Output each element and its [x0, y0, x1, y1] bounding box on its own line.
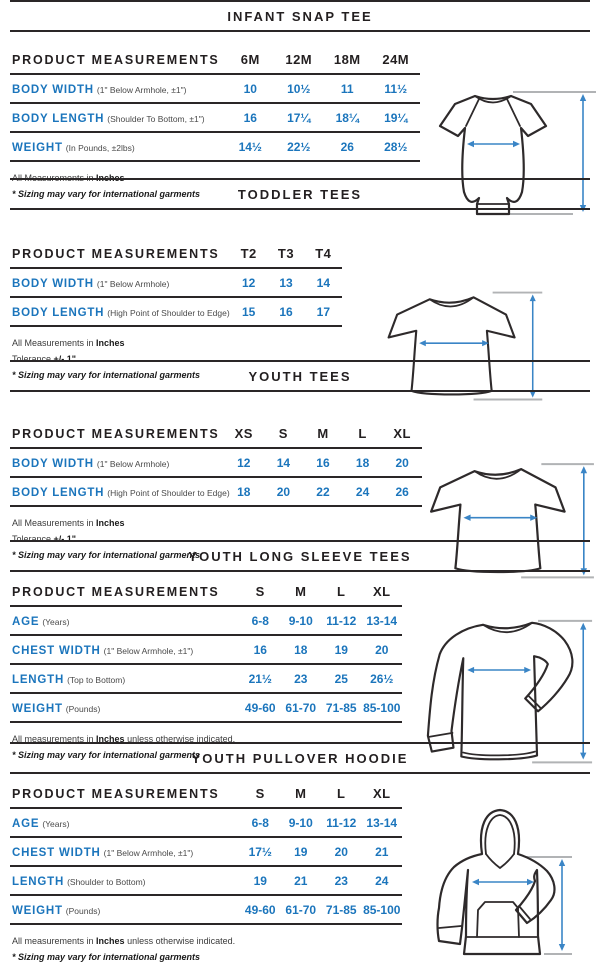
- measurement-row: [10, 297, 342, 326]
- size-column-header: XS: [224, 426, 264, 448]
- measurement-value: 21: [281, 866, 322, 895]
- measurement-label: CHEST WIDTH: [12, 847, 101, 859]
- measurement-label: WEIGHT: [12, 142, 63, 154]
- measurement-value: 20: [321, 837, 362, 866]
- measurement-label-cell: [10, 297, 230, 326]
- measurement-value: 6-8: [240, 808, 281, 837]
- measurement-label: BODY LENGTH: [12, 487, 105, 499]
- section-title-band: [10, 0, 590, 32]
- measurement-label-cell: [10, 268, 230, 297]
- measurement-note: (In Pounds, ±2lbs): [65, 143, 135, 153]
- measurement-value: 71-85: [321, 895, 362, 924]
- footnote-text: unless otherwise indicated.: [124, 936, 236, 946]
- measurement-row: [10, 448, 422, 477]
- table-header-label: PRODUCT MEASUREMENTS: [10, 584, 240, 606]
- measurement-value: 26: [323, 132, 372, 161]
- table-header-row: [10, 786, 402, 808]
- measurement-label-cell: [10, 664, 240, 693]
- measurement-value: 21: [362, 837, 403, 866]
- size-column-header: L: [321, 584, 362, 606]
- measurement-note: (1" Below Armhole, ±1"): [96, 85, 187, 95]
- measurement-value: 11-12: [321, 808, 362, 837]
- section-title-band: [10, 360, 590, 392]
- measurement-value: 11: [323, 74, 372, 103]
- measurement-label: AGE: [12, 616, 40, 628]
- measurement-value: 21½: [240, 664, 281, 693]
- measurement-value: 10: [226, 74, 275, 103]
- measurement-label: BODY LENGTH: [12, 307, 105, 319]
- measurements-table: [10, 52, 420, 162]
- measurement-label: BODY WIDTH: [12, 278, 94, 290]
- table-header-label: PRODUCT MEASUREMENTS: [10, 52, 226, 74]
- section-title: YOUTH LONG SLEEVE TEES: [188, 549, 412, 564]
- measurement-value: 14½: [226, 132, 275, 161]
- measurements-table: [10, 786, 402, 925]
- measurement-note: (Top to Bottom): [67, 675, 126, 685]
- size-column-header: 6M: [226, 52, 275, 74]
- measurement-row: [10, 477, 422, 506]
- measurement-row: [10, 103, 420, 132]
- measurement-label-cell: [10, 895, 240, 924]
- measurement-value: 49-60: [240, 693, 281, 722]
- footnote-text: * Sizing may vary for international garments: [12, 549, 201, 560]
- measurement-value: 9-10: [281, 606, 322, 635]
- measurement-row: [10, 268, 342, 297]
- section-title: TODDLER TEES: [237, 187, 363, 202]
- measurement-value: 20: [382, 448, 422, 477]
- measurement-value: 26½: [362, 664, 403, 693]
- measurement-value: 19¼: [372, 103, 421, 132]
- size-column-header: T4: [305, 246, 342, 268]
- measurement-label-cell: [10, 74, 226, 103]
- hoodie-illustration: [424, 804, 576, 970]
- measurement-value: 85-100: [362, 693, 403, 722]
- measurement-label: BODY WIDTH: [12, 84, 94, 96]
- measurement-value: 18¼: [323, 103, 372, 132]
- footnote-text: * Sizing may vary for international garments: [12, 188, 201, 199]
- size-column-header: XL: [382, 426, 422, 448]
- measurement-value: 24: [362, 866, 403, 895]
- size-column-header: S: [264, 426, 304, 448]
- measurement-value: 22: [303, 477, 343, 506]
- size-column-header: T2: [230, 246, 267, 268]
- measurement-value: 16: [303, 448, 343, 477]
- length-arrow: [580, 623, 586, 760]
- section-title: INFANT SNAP TEE: [227, 9, 373, 24]
- footnote-text: unless otherwise indicated.: [124, 734, 236, 744]
- measurement-label-cell: [10, 866, 240, 895]
- measurement-value: 26: [382, 477, 422, 506]
- table-header-row: [10, 426, 422, 448]
- section-body: [10, 786, 590, 966]
- table-header-row: [10, 584, 402, 606]
- table-header-label: PRODUCT MEASUREMENTS: [10, 426, 224, 448]
- size-column-header: 24M: [372, 52, 421, 74]
- footnote-text: Inches: [96, 518, 125, 528]
- measurement-value: 14: [264, 448, 304, 477]
- footnote-text: All Measurements in: [12, 173, 97, 183]
- footnote-text: * Sizing may vary for international garments: [12, 951, 201, 962]
- measurement-value: 11½: [372, 74, 421, 103]
- measurement-value: 49-60: [240, 895, 281, 924]
- section-body: [10, 584, 590, 764]
- measurement-note: (Pounds): [65, 704, 101, 714]
- measurement-note: (1" Below Armhole): [96, 279, 170, 289]
- section-youth-pullover-hoodie: [10, 742, 590, 962]
- section-title: YOUTH PULLOVER HOODIE: [191, 751, 409, 766]
- measurement-value: 15: [230, 297, 267, 326]
- measurement-label-cell: [10, 693, 240, 722]
- footnote-text: All Measurements in: [12, 338, 97, 348]
- size-column-header: 18M: [323, 52, 372, 74]
- measurement-value: 17¼: [275, 103, 324, 132]
- measurement-value: 16: [226, 103, 275, 132]
- footnote-text: All measurements in: [12, 734, 97, 744]
- measurement-value: 9-10: [281, 808, 322, 837]
- measurement-value: 10½: [275, 74, 324, 103]
- measurement-value: 18: [343, 448, 383, 477]
- footnote-text: All Measurements in: [12, 518, 97, 528]
- measurement-label: LENGTH: [12, 876, 65, 888]
- measurement-note: (1" Below Armhole, ±1"): [103, 646, 194, 656]
- footnote-text: * Sizing may vary for international garments: [12, 749, 201, 760]
- measurement-value: 13-14: [362, 606, 403, 635]
- measurement-value: 18: [281, 635, 322, 664]
- measurement-value: 20: [264, 477, 304, 506]
- table-header-label: PRODUCT MEASUREMENTS: [10, 786, 240, 808]
- measurement-note: (1" Below Armhole): [96, 459, 170, 469]
- size-column-header: 12M: [275, 52, 324, 74]
- measurement-row: [10, 837, 402, 866]
- size-column-header: XL: [362, 584, 403, 606]
- section-title: YOUTH TEES: [248, 369, 352, 384]
- measurement-note: (High Point of Shoulder to Edge): [107, 488, 230, 498]
- section-title-band: [10, 540, 590, 572]
- footnote-text: Inches: [96, 734, 125, 744]
- size-column-header: S: [240, 584, 281, 606]
- measurement-row: [10, 74, 420, 103]
- measurement-value: 13: [267, 268, 304, 297]
- measurement-value: 14: [305, 268, 342, 297]
- measurements-table: [10, 426, 422, 507]
- long-sleeve-outline: [428, 623, 573, 760]
- size-column-header: L: [321, 786, 362, 808]
- measurement-row: [10, 866, 402, 895]
- footnote-text: All measurements in: [12, 936, 97, 946]
- measurement-value: 23: [281, 664, 322, 693]
- measurement-row: [10, 132, 420, 161]
- measurement-value: 12: [230, 268, 267, 297]
- measurement-note: (Pounds): [65, 906, 101, 916]
- footnote-text: +/- 1": [53, 353, 77, 364]
- footnote-text: * Sizing may vary for international garments: [12, 369, 201, 380]
- size-column-header: M: [281, 584, 322, 606]
- footnote-text: +/- 1": [53, 533, 77, 544]
- measurement-row: [10, 895, 402, 924]
- measurement-value: 16: [240, 635, 281, 664]
- measurement-label-cell: [10, 635, 240, 664]
- table-header-row: [10, 246, 342, 268]
- measurement-value: 18: [224, 477, 264, 506]
- measurement-label: WEIGHT: [12, 905, 63, 917]
- measurement-value: 71-85: [321, 693, 362, 722]
- measurement-value: 19: [240, 866, 281, 895]
- measurement-value: 13-14: [362, 808, 403, 837]
- measurements-table: [10, 246, 342, 327]
- measurement-value: 28½: [372, 132, 421, 161]
- section-title-band: [10, 178, 590, 210]
- measurement-label: LENGTH: [12, 674, 65, 686]
- size-column-header: M: [303, 426, 343, 448]
- measurement-label: BODY LENGTH: [12, 113, 105, 125]
- measurement-label-cell: [10, 606, 240, 635]
- measurement-label-cell: [10, 837, 240, 866]
- measurement-label-cell: [10, 477, 230, 506]
- measurement-value: 19: [281, 837, 322, 866]
- footnote-text: Inches: [96, 936, 125, 946]
- measurement-value: 24: [343, 477, 383, 506]
- measurement-value: 12: [224, 448, 264, 477]
- size-column-header: S: [240, 786, 281, 808]
- measurement-value: 17: [305, 297, 342, 326]
- measurement-label-cell: [10, 808, 240, 837]
- measurement-value: 17½: [240, 837, 281, 866]
- length-arrow: [559, 859, 565, 951]
- measurement-note: (1" Below Armhole, ±1"): [103, 848, 194, 858]
- measurement-note: (High Point of Shoulder to Edge): [107, 308, 230, 318]
- measurement-note: (Shoulder to Bottom): [67, 877, 146, 887]
- measurement-value: 11-12: [321, 606, 362, 635]
- hoodie-drawing: [424, 804, 576, 970]
- measurement-value: 25: [321, 664, 362, 693]
- section-title-band: [10, 742, 590, 774]
- measurement-value: 23: [321, 866, 362, 895]
- measurement-note: (Years): [42, 819, 70, 829]
- measurement-value: 61-70: [281, 895, 322, 924]
- table-header-row: [10, 52, 420, 74]
- size-column-header: XL: [362, 786, 403, 808]
- measurement-row: [10, 635, 402, 664]
- measurement-row: [10, 606, 402, 635]
- footnote-text: Inches: [96, 173, 125, 183]
- size-column-header: T3: [267, 246, 304, 268]
- footnote-text: Inches: [96, 338, 125, 348]
- measurement-value: 16: [267, 297, 304, 326]
- measurement-value: 20: [362, 635, 403, 664]
- measurement-value: 6-8: [240, 606, 281, 635]
- measurement-label-cell: [10, 103, 226, 132]
- measurement-label: AGE: [12, 818, 40, 830]
- measurement-note: (Shoulder To Bottom, ±1"): [107, 114, 205, 124]
- measurement-value: 61-70: [281, 693, 322, 722]
- measurement-value: 85-100: [362, 895, 403, 924]
- measurement-label: WEIGHT: [12, 703, 63, 715]
- measurement-label-cell: [10, 448, 224, 477]
- measurement-value: 22½: [275, 132, 324, 161]
- measurement-label: BODY WIDTH: [12, 458, 94, 470]
- size-column-header: L: [343, 426, 383, 448]
- measurement-row: [10, 664, 402, 693]
- table-header-label: PRODUCT MEASUREMENTS: [10, 246, 230, 268]
- size-column-header: M: [281, 786, 322, 808]
- measurement-row: [10, 808, 402, 837]
- measurement-label: CHEST WIDTH: [12, 645, 101, 657]
- measurements-table: [10, 584, 402, 723]
- footnote-text: Tolerance: [12, 353, 54, 364]
- measurement-label-cell: [10, 132, 226, 161]
- measurement-row: [10, 693, 402, 722]
- measurement-note: (Years): [42, 617, 70, 627]
- measurement-value: 19: [321, 635, 362, 664]
- footnote-text: Tolerance: [12, 533, 54, 544]
